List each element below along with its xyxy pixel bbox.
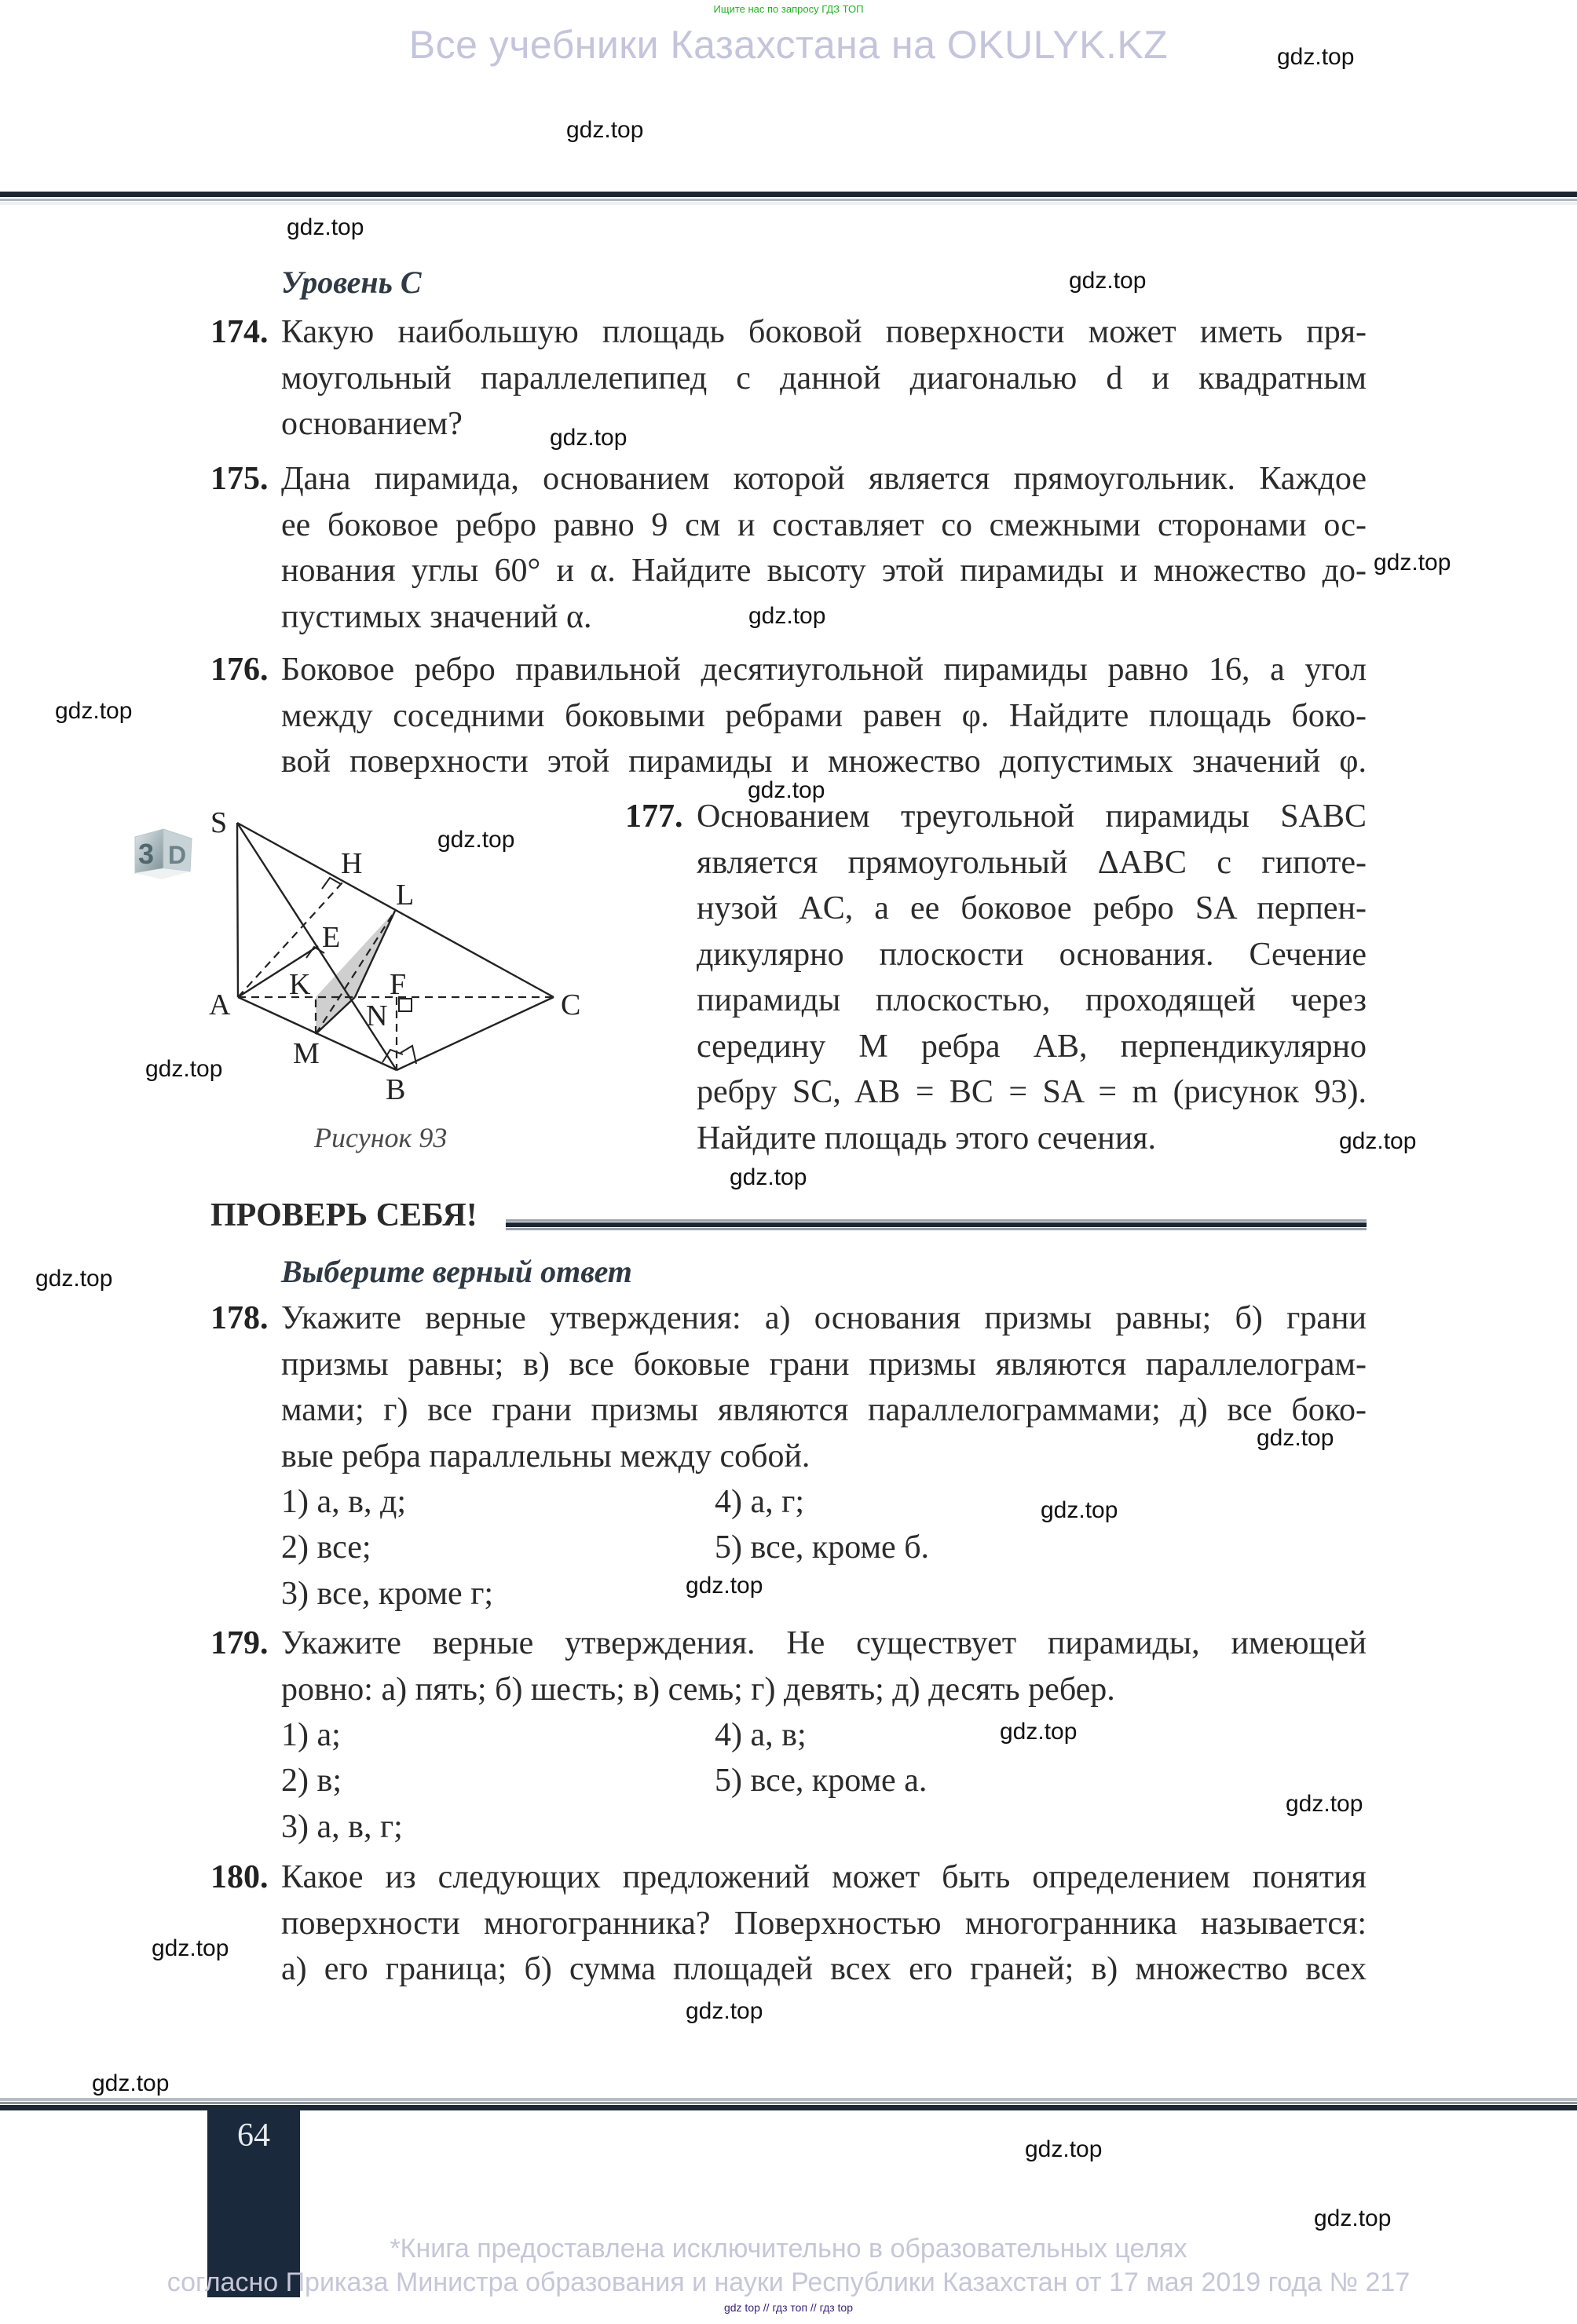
page-number: 64 <box>237 2118 270 2154</box>
option[interactable]: 3) а, в, г; <box>281 1809 403 1845</box>
option[interactable]: 1) а; <box>281 1717 341 1753</box>
watermark: gdz.top <box>730 1164 807 1190</box>
label-N: N <box>366 999 388 1032</box>
problem-number: 177. <box>625 798 683 835</box>
label-H: H <box>341 847 363 880</box>
label-S: S <box>210 806 228 839</box>
watermark: gdz.top <box>437 827 515 853</box>
label-F: F <box>390 968 407 1001</box>
label-M: M <box>293 1037 320 1070</box>
problem-text <box>281 1621 1367 1712</box>
watermark: gdz.top <box>748 777 825 803</box>
problem-line: Боковое ребро правильной десятиугольной пирамиды равно 16, а угол <box>281 652 1367 688</box>
options-178 <box>281 1479 1367 1621</box>
choose-answer-heading: Выберите верный ответ <box>281 1254 632 1289</box>
header-rule <box>0 188 1577 206</box>
problem-line: вой поверхности этой пирамиды и множество допустимых значений φ. <box>281 744 1367 780</box>
watermark: gdz.top <box>35 1266 113 1292</box>
problem-line: а) его граница; б) сумма площадей всех его граней; в) множество всех <box>281 1951 1367 1987</box>
problem-text <box>281 309 1367 448</box>
problem-line: ровно: а) пять; б) шесть; в) семь; г) девять; д) десять ребер. <box>281 1671 1115 1708</box>
watermark: gdz.top <box>92 2070 170 2096</box>
label-C: C <box>561 988 581 1021</box>
problem-line: нования углы 60° и α. Найдите высоту этой пирамиды и множество до- <box>281 553 1367 589</box>
problem-line: Какую наибольшую площадь боковой поверхности может иметь пря- <box>281 314 1367 350</box>
option[interactable]: 3) все, кроме г; <box>281 1576 494 1612</box>
option[interactable]: 5) все, кроме а. <box>715 1763 928 1799</box>
check-yourself-rule <box>506 1219 1367 1232</box>
problem-number: 175. <box>210 461 269 497</box>
problem-line: между соседними боковыми ребрами равен φ. Найдите площадь боко- <box>281 697 1367 734</box>
problem-line: Какое из следующих предложений может быть определением понятия <box>281 1859 1367 1895</box>
problem-line: моугольный параллелепипед с данной диагональю d и квадратным <box>281 360 1367 396</box>
problem-number: 180. <box>210 1859 269 1895</box>
problem-line: ребру SC, AB = BC = SA = m (рисунок 93). <box>697 1074 1367 1110</box>
problem-line: середину M ребра AB, перпендикулярно <box>697 1028 1367 1065</box>
svg-text:D: D <box>168 841 187 869</box>
problem-line: является прямоугольный ΔABC с гипоте- <box>697 844 1367 881</box>
problem-line: Основанием треугольной пирамиды SABC <box>697 798 1367 835</box>
search-hint: Ищите нас по запросу ГДЗ ТОП <box>713 3 864 15</box>
footer-credit-link[interactable]: gdz top // гдз топ // гдз top <box>723 2301 854 2314</box>
watermark: gdz.top <box>1025 2136 1103 2162</box>
label-K: K <box>289 968 311 1001</box>
problem-line: Укажите верные утверждения. Не существует пирамиды, имеющей <box>281 1625 1367 1661</box>
problem-line: мами; г) все грани призмы являются параллелограммами; д) все боко- <box>281 1392 1367 1428</box>
problem-text <box>281 1854 1367 1993</box>
watermark: gdz.top <box>1041 1497 1118 1523</box>
footer-disclaimer-line-1: *Книга предоставлена исключительно в образовательных целях <box>390 2234 1187 2264</box>
watermark: gdz.top <box>1277 44 1355 70</box>
label-E: E <box>322 921 341 954</box>
problem-line: дикулярно плоскости основания. Сечение <box>697 936 1367 973</box>
option[interactable]: 2) в; <box>281 1763 342 1799</box>
problem-line: Дана пирамида, основанием которой является прямоугольник. Каждое <box>281 461 1367 497</box>
problem-number: 178. <box>210 1300 269 1336</box>
option[interactable]: 4) а, г; <box>715 1484 805 1520</box>
problem-number: 174. <box>210 314 269 350</box>
watermark: gdz.top <box>566 117 644 143</box>
problem-text <box>697 794 1367 1161</box>
problem-text <box>281 1295 1367 1479</box>
watermark: gdz.top <box>1374 550 1451 576</box>
watermark: gdz.top <box>145 1056 223 1082</box>
watermark: gdz.top <box>1257 1425 1334 1451</box>
problem-line: основанием? <box>281 406 463 442</box>
watermark: gdz.top <box>287 214 364 240</box>
problem-line: пирамиды плоскостью, проходящей через <box>697 982 1367 1018</box>
problem-line: ее боковое ребро равно 9 см и составляет со смежными сторонами ос- <box>281 506 1367 543</box>
label-B: B <box>386 1073 406 1106</box>
watermark: gdz.top <box>1069 268 1147 294</box>
option[interactable]: 1) а, в, д; <box>281 1484 406 1520</box>
3d-cube-icon[interactable] <box>130 824 196 882</box>
watermark: gdz.top <box>1339 1128 1417 1154</box>
watermark: gdz.top <box>152 1935 229 1961</box>
site-banner[interactable]: Все учебники Казахстана на OKULYK.KZ <box>408 23 1169 67</box>
watermark: gdz.top <box>550 425 628 451</box>
check-yourself-heading: ПРОВЕРЬ СЕБЯ! <box>210 1197 477 1233</box>
problem-line: Укажите верные утверждения: а) основания призмы равны; б) грани <box>281 1300 1367 1336</box>
option[interactable]: 5) все, кроме б. <box>715 1529 930 1566</box>
svg-text:3: 3 <box>138 838 155 870</box>
watermark: gdz.top <box>55 698 133 724</box>
watermark: gdz.top <box>686 1998 763 2024</box>
option[interactable]: 2) все; <box>281 1529 371 1566</box>
problem-line: вые ребра параллельны между собой. <box>281 1438 810 1474</box>
pyramid-figure <box>196 801 620 1115</box>
problem-line: Найдите площадь этого сечения. <box>697 1120 1157 1157</box>
label-A: A <box>209 988 231 1021</box>
level-heading: Уровень C <box>281 265 422 300</box>
problem-number: 179. <box>210 1625 269 1661</box>
problem-text <box>281 647 1367 785</box>
footer-disclaimer-line-2: согласно Приказа Министра образования и науки Республики Казахстан от 17 мая 2019 года № 217 <box>166 2267 1411 2297</box>
options-179 <box>281 1712 1367 1854</box>
problem-line: нузой AC, а ее боковое ребро SA перпен- <box>697 890 1367 926</box>
problem-number: 176. <box>210 652 269 688</box>
problem-line: пустимых значений α. <box>281 598 592 635</box>
watermark: gdz.top <box>748 603 826 629</box>
watermark: gdz.top <box>1000 1719 1078 1745</box>
label-L: L <box>396 879 415 912</box>
watermark: gdz.top <box>686 1573 763 1599</box>
watermark: gdz.top <box>1314 2205 1392 2231</box>
problem-line: призмы равны; в) все боковые грани призмы являются параллелограм- <box>281 1346 1367 1383</box>
watermark: gdz.top <box>1286 1791 1363 1817</box>
problem-line: поверхности многогранника? Поверхностью многогранника называется: <box>281 1905 1367 1942</box>
figure-caption: Рисунок 93 <box>314 1122 448 1153</box>
option[interactable]: 4) а, в; <box>715 1717 807 1753</box>
